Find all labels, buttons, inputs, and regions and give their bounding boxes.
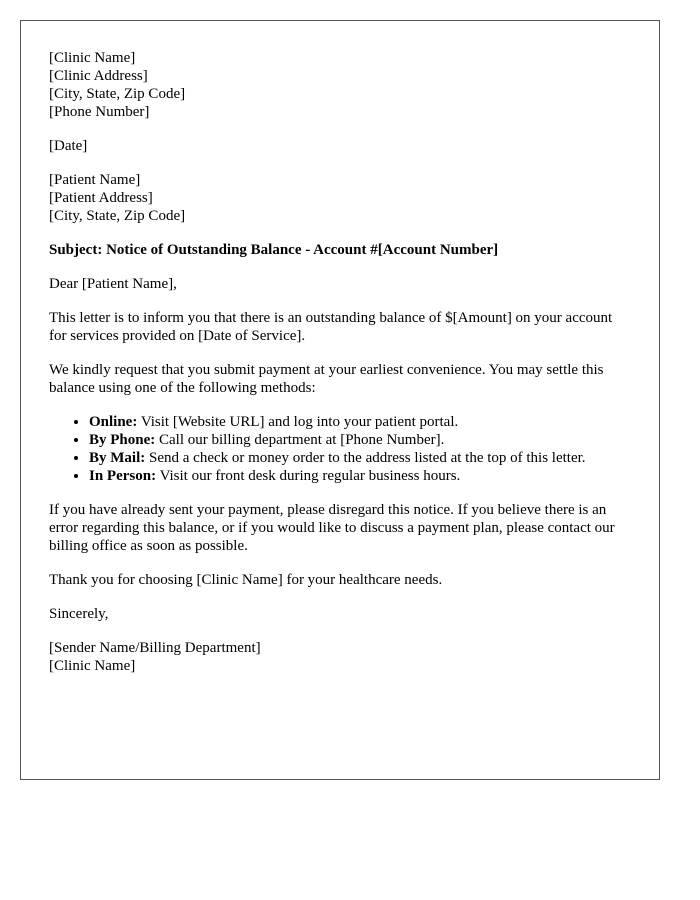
clinic-address-block xyxy=(49,49,631,121)
letter-subject: Subject: Notice of Outstanding Balance - Account #[Account Number] xyxy=(49,242,499,258)
method-text: Visit our front desk during regular business hours. xyxy=(156,468,461,484)
method-text: Visit [Website URL] and log into your patient portal. xyxy=(137,414,459,430)
payment-methods-list xyxy=(49,413,631,485)
method-label: Online: xyxy=(89,414,138,430)
clinic-name: [Clinic Name] xyxy=(49,50,136,66)
clinic-city: [City, State, Zip Code] xyxy=(49,86,186,102)
closing: Sincerely, xyxy=(49,606,109,622)
thanks-paragraph: Thank you for choosing [Clinic Name] for your healthcare needs. xyxy=(49,572,443,588)
method-label: By Mail: xyxy=(89,450,146,466)
disregard-paragraph: If you have already sent your payment, please disregard this notice. If you believe there is an error regarding this balance, or if you would like to discuss a payment plan, please contact our billing office as soon as possible. xyxy=(49,502,615,554)
patient-name: [Patient Name] xyxy=(49,172,141,188)
patient-address: [Patient Address] xyxy=(49,190,153,206)
method-label: By Phone: xyxy=(89,432,156,448)
request-paragraph: We kindly request that you submit payment at your earliest convenience. You may settle this balance using one of the following methods: xyxy=(49,362,604,396)
clinic-phone: [Phone Number] xyxy=(49,104,150,120)
list-item xyxy=(89,431,631,449)
clinic-address: [Clinic Address] xyxy=(49,68,148,84)
salutation: Dear [Patient Name], xyxy=(49,276,177,292)
list-item xyxy=(89,449,631,467)
list-item xyxy=(89,467,631,485)
signature-clinic-name: [Clinic Name] xyxy=(49,658,136,674)
method-text: Call our billing department at [Phone Number]. xyxy=(155,432,445,448)
letter-page xyxy=(20,20,660,780)
method-text: Send a check or money order to the address listed at the top of this letter. xyxy=(145,450,586,466)
signature-block xyxy=(49,639,631,675)
letter-date: [Date] xyxy=(49,138,88,154)
method-label: In Person: xyxy=(89,468,157,484)
intro-paragraph: This letter is to inform you that there is an outstanding balance of $[Amount] on your account for services provided on [Date of Service]. xyxy=(49,310,613,344)
patient-address-block xyxy=(49,171,631,225)
sender-name: [Sender Name/Billing Department] xyxy=(49,640,261,656)
patient-city: [City, State, Zip Code] xyxy=(49,208,186,224)
list-item xyxy=(89,413,631,431)
